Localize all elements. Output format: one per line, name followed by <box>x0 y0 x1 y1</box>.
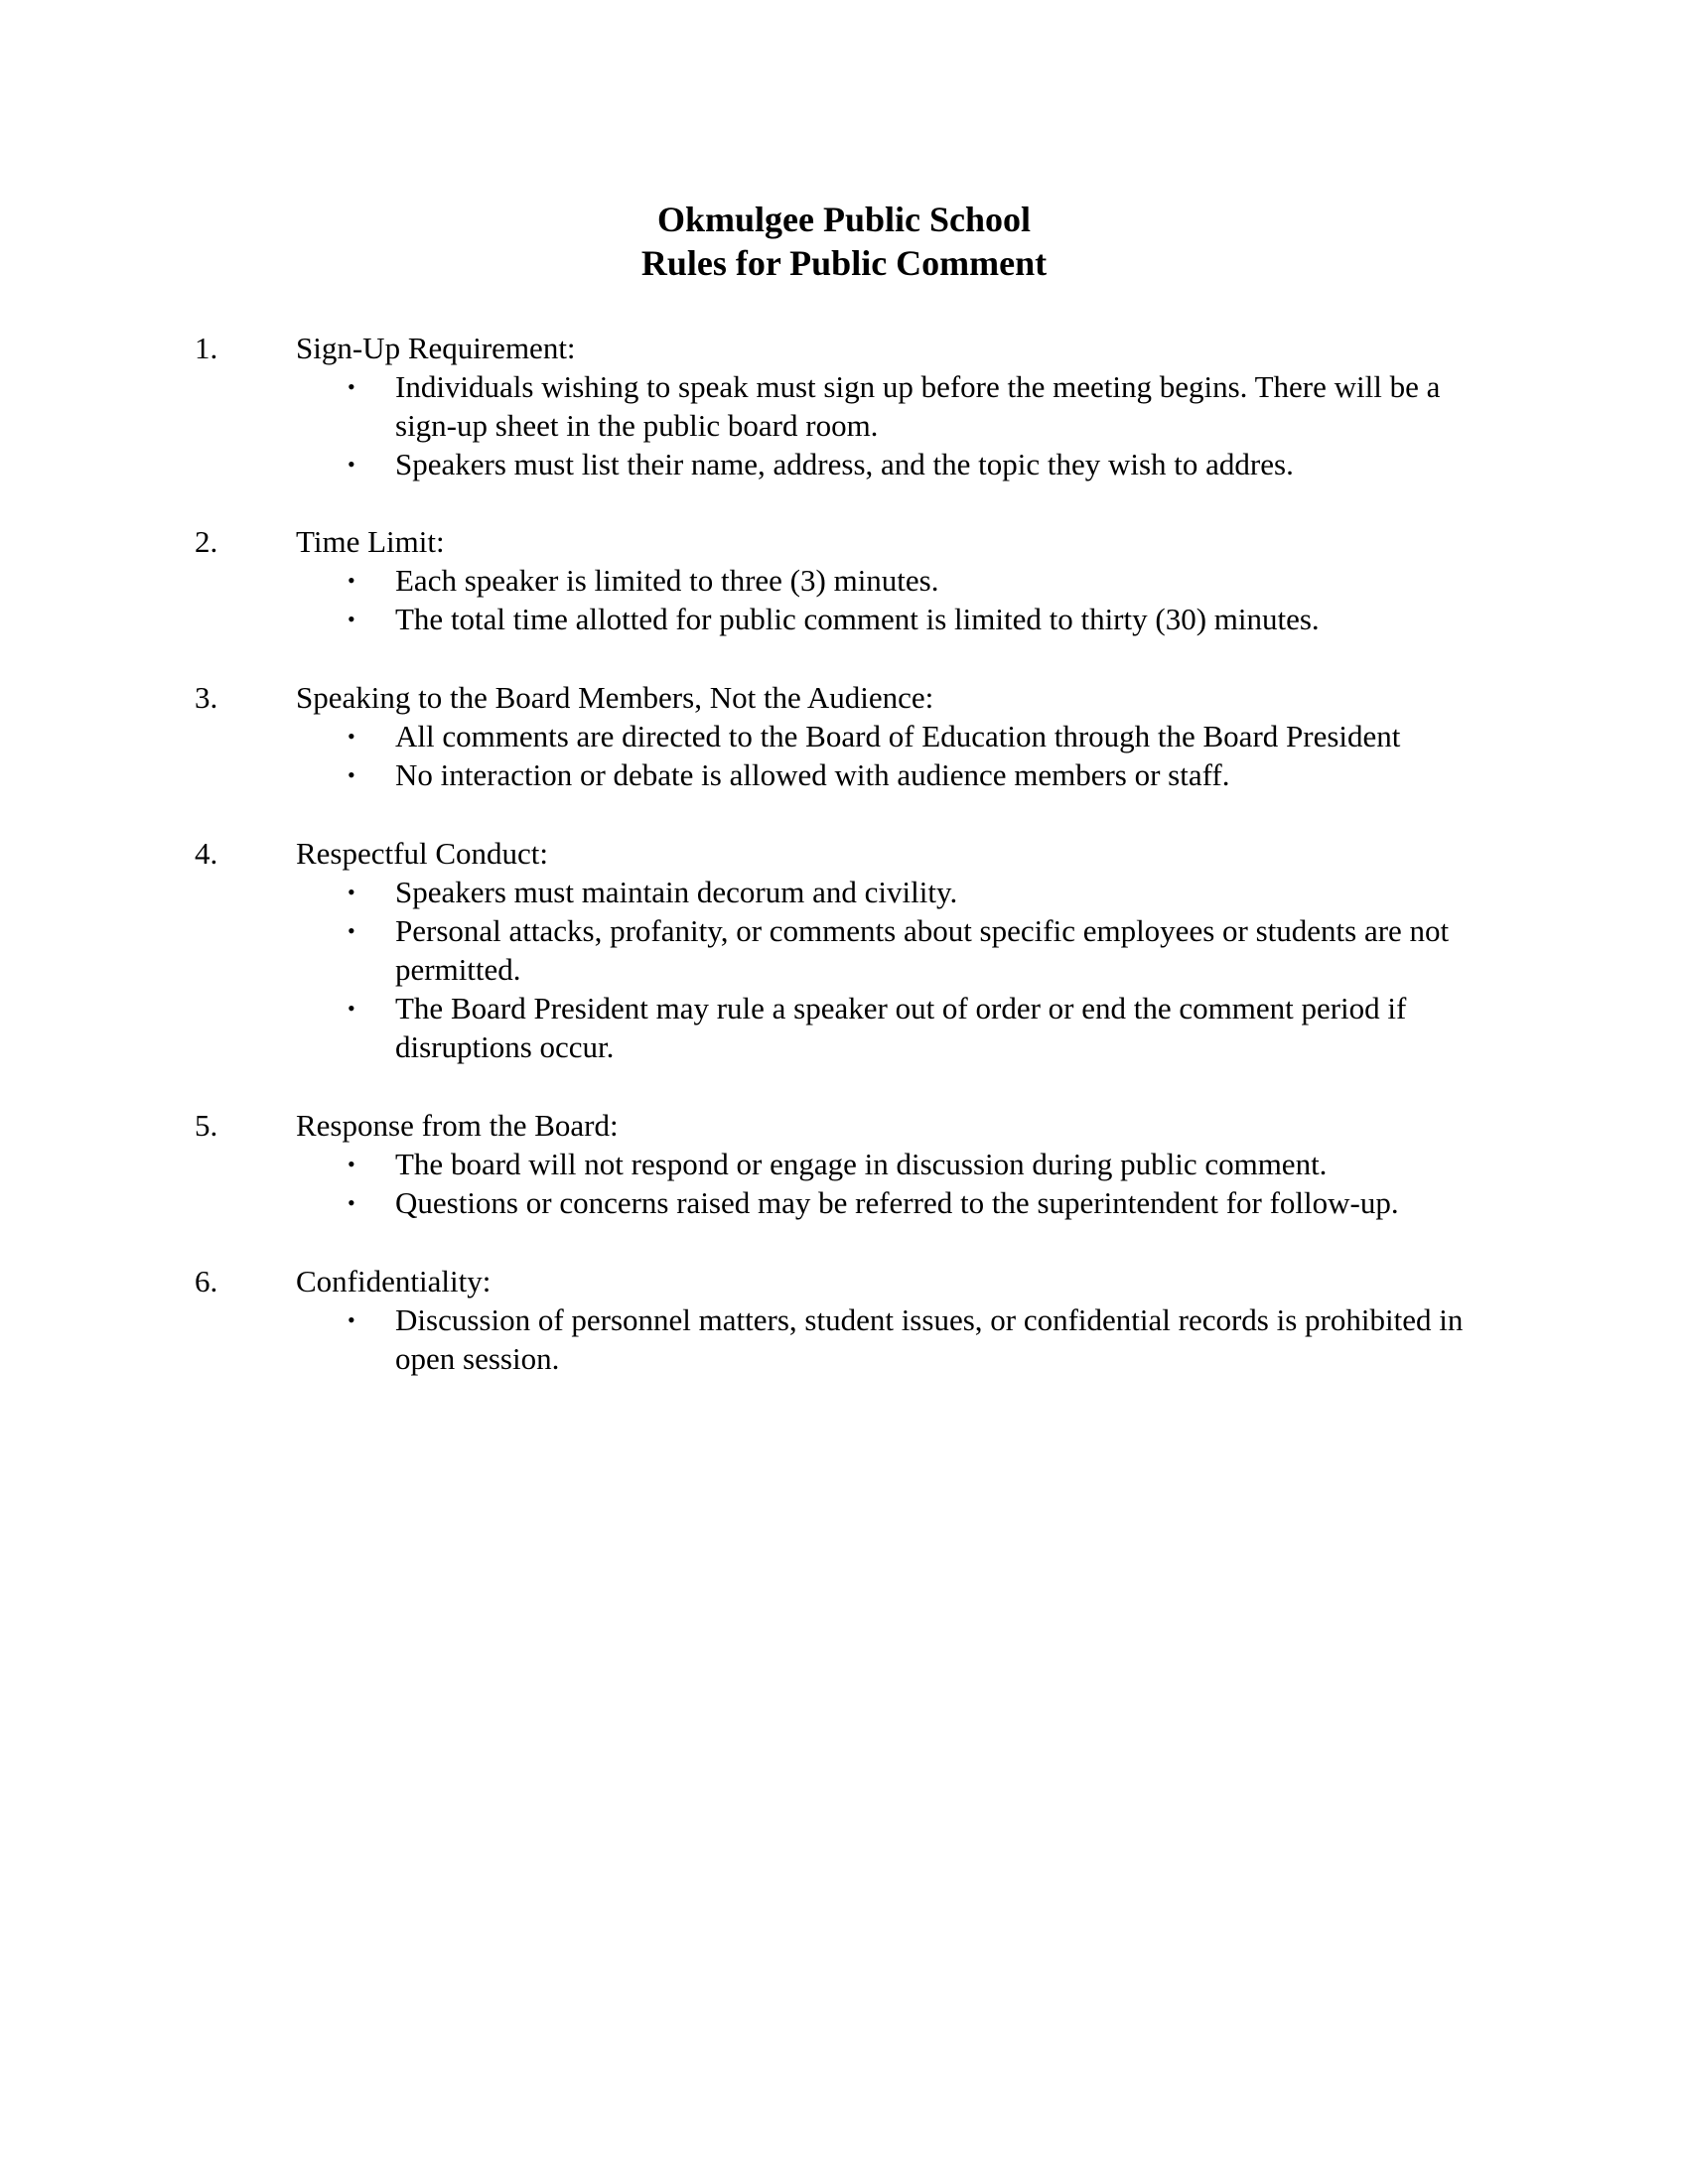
bullet-icon: • <box>348 1307 355 1332</box>
list-item <box>0 873 1489 911</box>
bullet-text: Individuals wishing to speak must sign up before the meeting begins. There will be a sign-up sheet in the public board room. <box>395 369 1441 443</box>
bullet-icon: • <box>348 568 355 593</box>
bullet-text: The board will not respond or engage in discussion during public comment. <box>395 1147 1328 1181</box>
section-number: 4. <box>195 836 218 871</box>
bullet-icon: • <box>348 607 355 631</box>
section-number: 6. <box>195 1264 218 1298</box>
list-item <box>0 600 1489 638</box>
list-item <box>0 367 1489 445</box>
list-item <box>0 755 1489 794</box>
list-item <box>0 717 1489 755</box>
bullet-text: Questions or concerns raised may be referred to the superintendent for follow-up. <box>395 1185 1399 1220</box>
bullet-text: Each speaker is limited to three (3) minutes. <box>395 563 939 598</box>
section-number: 2. <box>195 524 218 559</box>
document-subtitle: Rules for Public Comment <box>640 243 1048 283</box>
bullet-icon: • <box>348 880 355 904</box>
list-item <box>0 445 1489 483</box>
bullet-text: Personal attacks, profanity, or comments about specific employees or students are not permitted. <box>395 913 1450 987</box>
section-heading: Response from the Board: <box>296 1108 619 1143</box>
bullet-text: Speakers must list their name, address, and the topic they wish to addres. <box>395 447 1294 481</box>
bullet-list <box>0 1300 1688 1378</box>
bullet-text: All comments are directed to the Board of Education through the Board President <box>395 719 1401 753</box>
section-number: 5. <box>195 1108 218 1143</box>
section-heading: Time Limit: <box>296 524 445 559</box>
section-number: 1. <box>195 331 218 365</box>
bullet-text: The total time allotted for public comment is limited to thirty (30) minutes. <box>395 602 1320 636</box>
section-heading: Sign-Up Requirement: <box>296 331 576 365</box>
list-item <box>0 1300 1489 1378</box>
list-item <box>0 561 1489 600</box>
list-item <box>0 911 1489 989</box>
bullet-icon: • <box>348 1152 355 1176</box>
list-item <box>0 989 1489 1066</box>
bullet-icon: • <box>348 374 355 399</box>
bullet-text: The Board President may rule a speaker out of order or end the comment period if disruptions occur. <box>395 991 1407 1064</box>
bullet-list <box>0 1145 1688 1222</box>
bullet-icon: • <box>348 996 355 1021</box>
document-title: Okmulgee Public School <box>656 200 1032 239</box>
bullet-list <box>0 367 1688 483</box>
bullet-icon: • <box>348 1190 355 1215</box>
bullet-list <box>0 561 1688 638</box>
bullet-icon: • <box>348 724 355 749</box>
section-heading: Respectful Conduct: <box>296 836 548 871</box>
section-number: 3. <box>195 680 218 715</box>
bullet-icon: • <box>348 762 355 787</box>
bullet-text: Speakers must maintain decorum and civility. <box>395 875 958 909</box>
list-item <box>0 1183 1489 1222</box>
bullet-list <box>0 873 1688 1066</box>
list-item <box>0 1145 1489 1183</box>
section-heading: Speaking to the Board Members, Not the Audience: <box>296 680 934 715</box>
section-heading: Confidentiality: <box>296 1264 492 1298</box>
bullet-text: Discussion of personnel matters, student issues, or confidential records is prohibited in open session. <box>395 1302 1464 1376</box>
bullet-icon: • <box>348 452 355 477</box>
bullet-text: No interaction or debate is allowed with audience members or staff. <box>395 757 1230 792</box>
bullet-icon: • <box>348 918 355 943</box>
bullet-list <box>0 717 1688 794</box>
